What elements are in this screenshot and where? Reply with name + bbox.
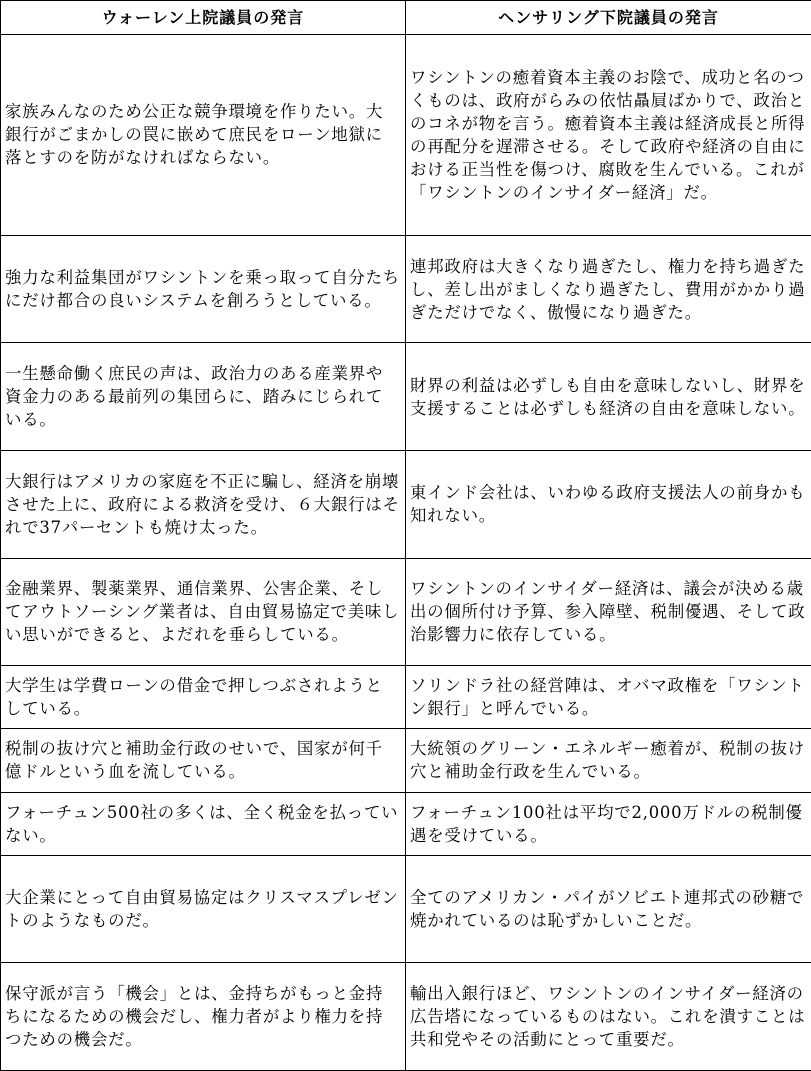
warren-quote: 一生懸命働く庶民の声は、政治力のある産業界や資金力のある最前列の集団らに、踏みにじられている。: [1, 343, 406, 451]
warren-quote: 大銀行はアメリカの家庭を不正に騙し、経済を崩壊させた上に、政府による救済を受け、６大銀行はそれで37パーセントも焼け太った。: [1, 451, 406, 559]
hensarling-quote: 大統領のグリーン・エネルギー癒着が、税制の抜け穴と補助金行政を生んでいる。: [406, 729, 811, 792]
warren-quote: 金融業界、製薬業界、通信業界、公害企業、そしてアウトソーシング業者は、自由貿易協定で美味しい思いができると、よだれを垂らしている。: [1, 558, 406, 666]
header-row: [1, 1, 811, 35]
table-row: [1, 792, 811, 855]
table-row: [1, 666, 811, 729]
hensarling-quote: 東インド会社は、いわゆる政府支援法人の前身かも知れない。: [406, 451, 811, 559]
hensarling-quote: 財界の利益は必ずしも自由を意味しないし、財界を支援することは必ずしも経済の自由を意味しない。: [406, 343, 811, 451]
table-row: [1, 855, 811, 963]
hensarling-quote: 全てのアメリカン・パイがソビエト連邦式の砂糖で焼かれているのは恥ずかしいことだ。: [406, 855, 811, 963]
warren-quote: 強力な利益集団がワシントンを乗っ取って自分たちにだけ都合の良いシステムを創ろうとしている。: [1, 235, 406, 343]
table-row: [1, 235, 811, 343]
table-row: [1, 343, 811, 451]
warren-quote: 大学生は学費ローンの借金で押しつぶされようとしている。: [1, 666, 406, 729]
table-row: [1, 963, 811, 1071]
hensarling-quote: 連邦政府は大きくなり過ぎたし、権力を持ち過ぎたし、差し出がましくなり過ぎたし、費用がかかり過ぎただけでなく、傲慢になり過ぎた。: [406, 235, 811, 343]
warren-quote: 大企業にとって自由貿易協定はクリスマスプレゼントのようなものだ。: [1, 855, 406, 963]
table-row: [1, 35, 811, 236]
warren-quote: フォーチュン500社の多くは、全く税金を払っていない。: [1, 792, 406, 855]
warren-column-header: ウォーレン上院議員の発言: [1, 1, 406, 35]
hensarling-quote: フォーチュン100社は平均で2,000万ドルの税制優遇を受けている。: [406, 792, 811, 855]
hensarling-quote: ワシントンのインサイダー経済は、議会が決める歳出の個所付け予算、参入障壁、税制優遇、そして政治影響力に依存している。: [406, 558, 811, 666]
hensarling-column-header: ヘンサリング下院議員の発言: [406, 1, 811, 35]
table-row: [1, 451, 811, 559]
warren-quote: 税制の抜け穴と補助金行政のせいで、国家が何千億ドルという血を流している。: [1, 729, 406, 792]
warren-quote: 保守派が言う「機会」とは、金持ちがもっと金持ちになるための機会だし、権力者がより権力を持つための機会だ。: [1, 963, 406, 1071]
table-row: [1, 729, 811, 792]
hensarling-quote: ソリンドラ社の経営陣は、オバマ政権を「ワシントン銀行」と呼んでいる。: [406, 666, 811, 729]
table-row: [1, 558, 811, 666]
hensarling-quote: ワシントンの癒着資本主義のお陰で、成功と名のつくものは、政府がらみの依怙贔屓ばかりで、政治とのコネが物を言う。癒着資本主義は経済成長と所得の再配分を遅滞させる。そして政府や経済の自由における正当性を傷つけ、腐敗を生んでいる。これが「ワシントンのインサイダー経済」だ。: [406, 35, 811, 236]
hensarling-quote: 輸出入銀行ほど、ワシントンのインサイダー経済の広告塔になっているものはない。これを潰すことは共和党やその活動にとって重要だ。: [406, 963, 811, 1071]
warren-quote: 家族みんなのため公正な競争環境を作りたい。大銀行がごまかしの罠に嵌めて庶民をローン地獄に落とすのを防がなければならない。: [1, 35, 406, 236]
